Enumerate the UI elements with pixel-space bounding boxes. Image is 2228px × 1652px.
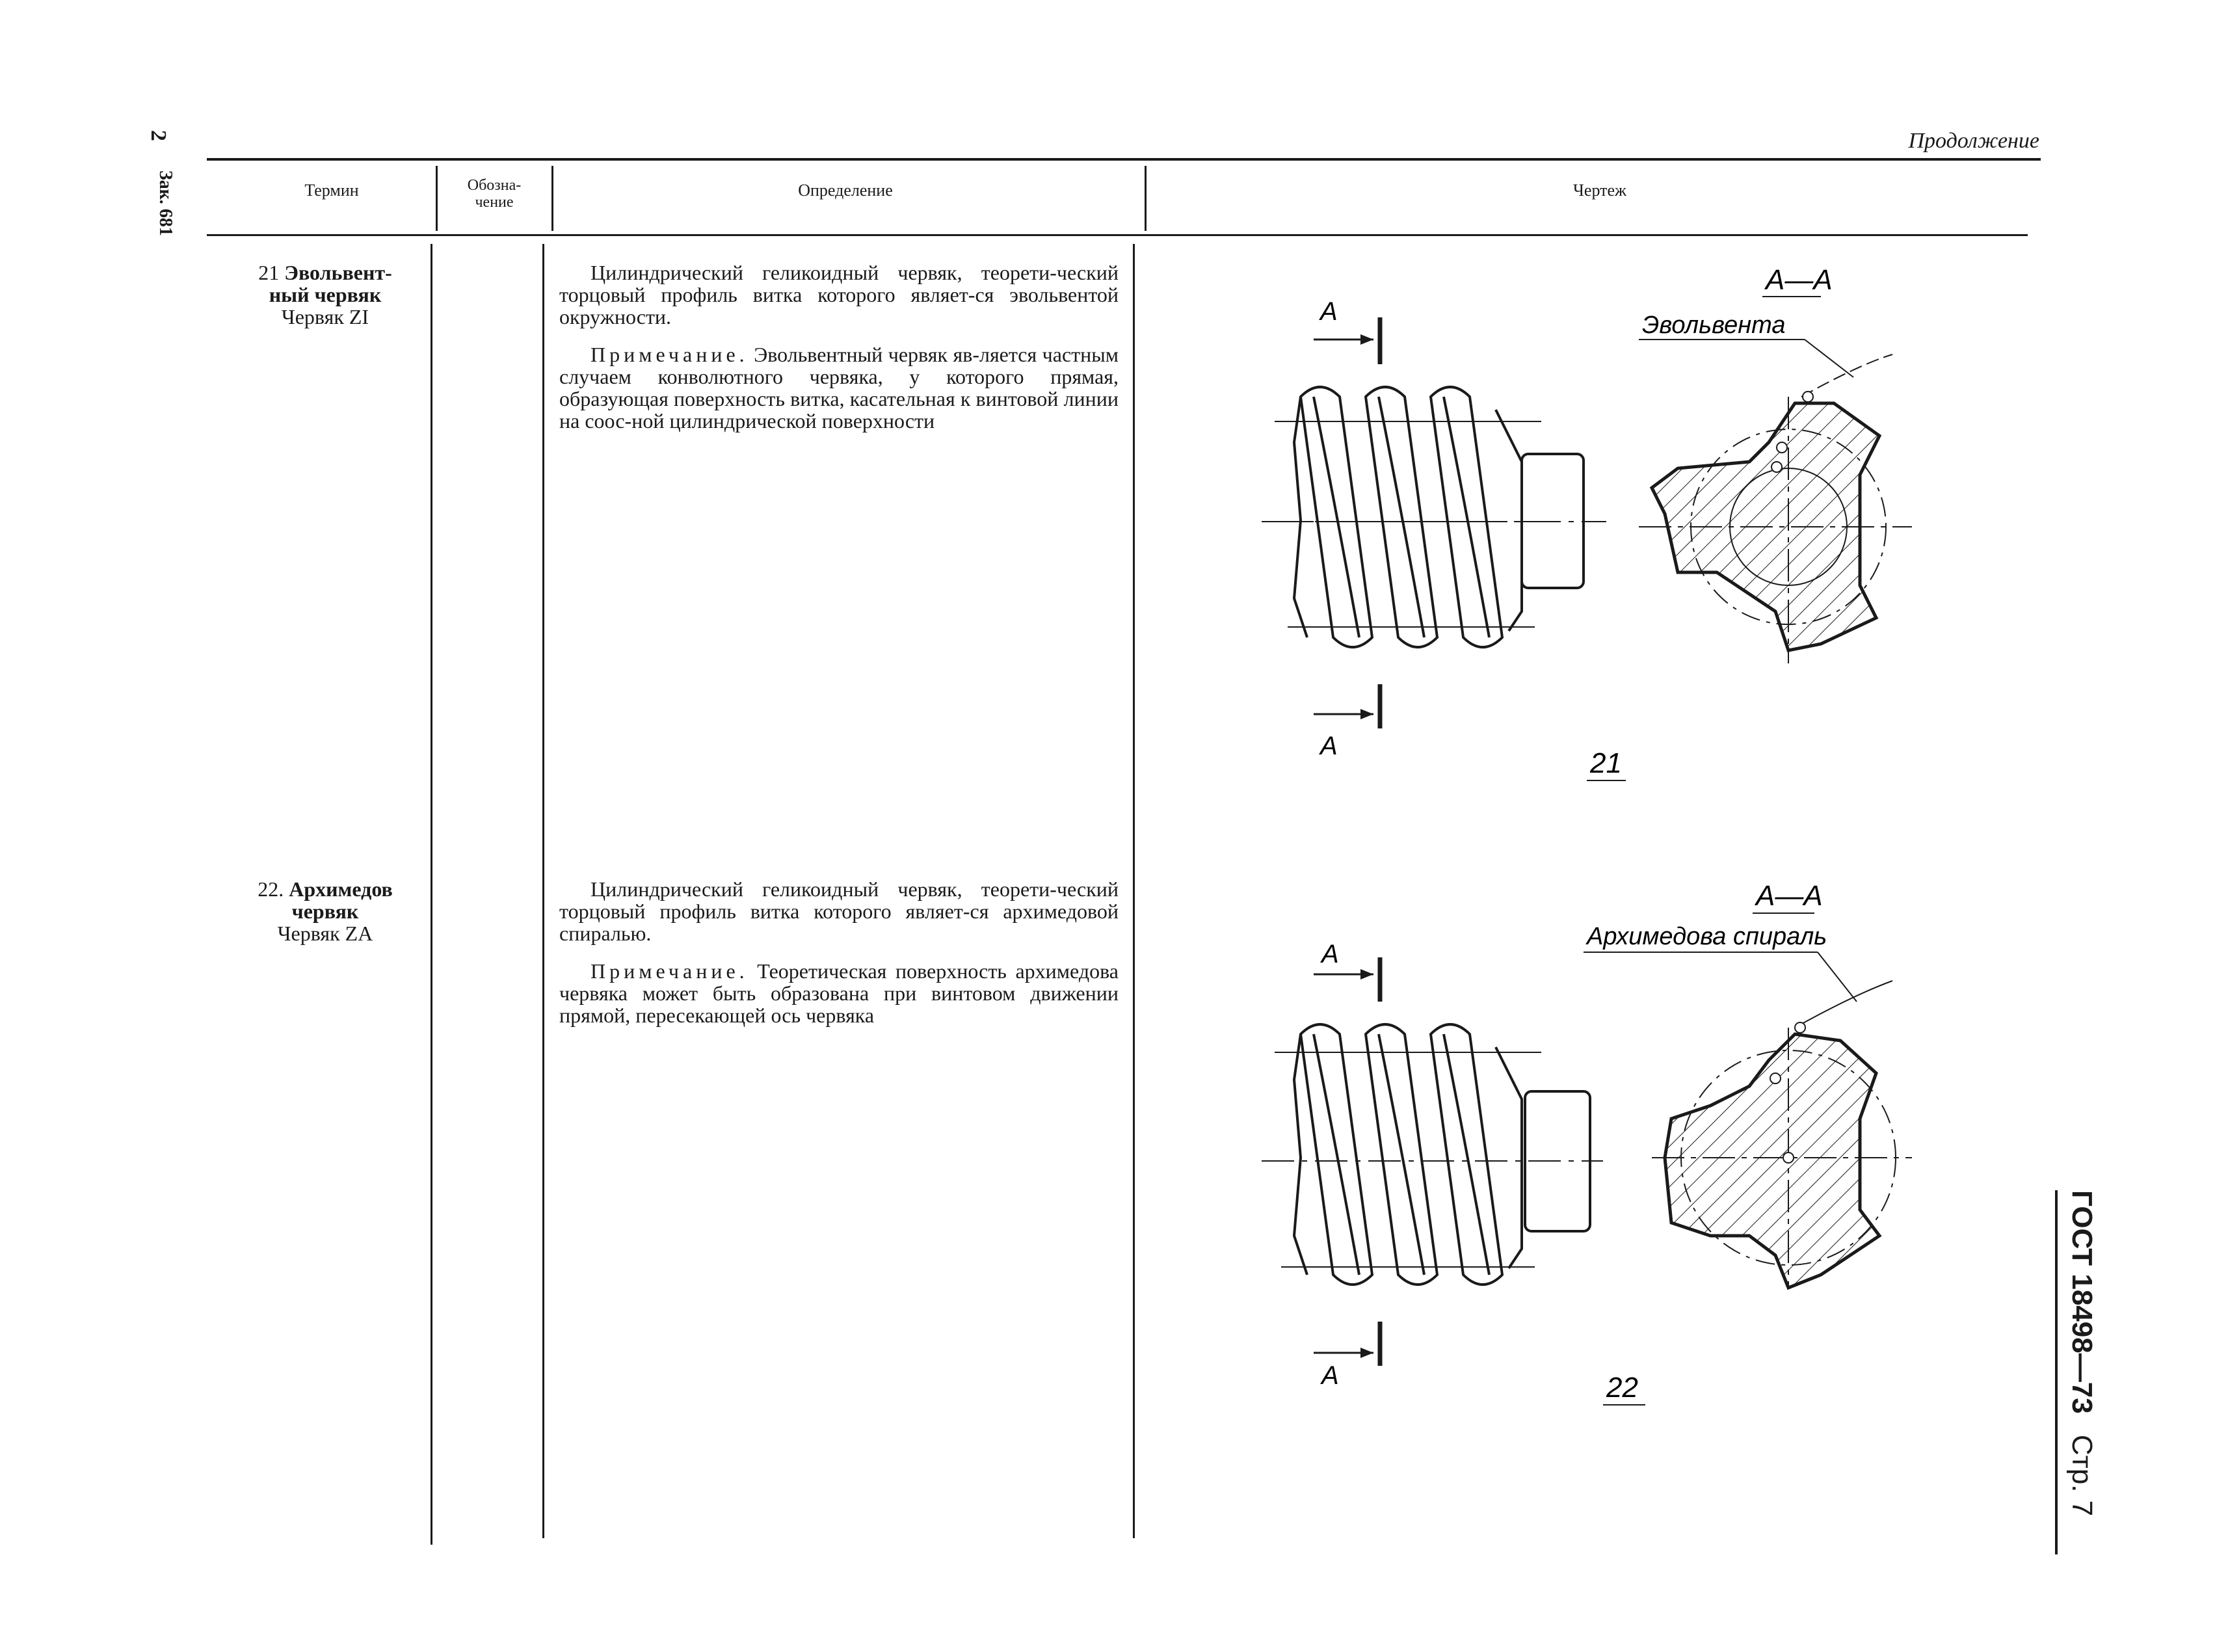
- term-number: 22.: [258, 877, 284, 901]
- note-text: Теоретическая поверхность архимедова червяка может быть образована при винтовом движении прямой, пересекающей ось червяка: [559, 959, 1119, 1027]
- section-label: А—А: [1766, 264, 1833, 296]
- figure-number: 21: [1590, 747, 1622, 779]
- col-divider-1-body: [431, 244, 432, 1545]
- page-marker: 2: [146, 130, 170, 141]
- header-drawing: Чертеж: [1573, 181, 1626, 200]
- row-22-note: [559, 960, 1119, 1026]
- term-name: Эвольвент- ный червяк: [269, 261, 392, 306]
- cut-label-bottom: А: [1321, 1361, 1339, 1390]
- col-divider-1: [436, 166, 438, 231]
- row-21-term: [228, 261, 423, 328]
- term-alt: Червяк ZA: [277, 922, 373, 945]
- cut-label-top: А: [1320, 297, 1338, 326]
- order-number: Зак. 681: [155, 170, 176, 236]
- standard-rule: [2055, 1190, 2058, 1554]
- header-top-rule: [207, 158, 2041, 161]
- standard-number: ГОСТ 18498—73: [2066, 1190, 2098, 1414]
- col-divider-3-body: [1133, 244, 1135, 1538]
- standard-label: [2065, 1190, 2098, 1516]
- cut-label-bottom: А: [1320, 732, 1338, 760]
- worm-side-view: [1262, 387, 1606, 647]
- row-21-definition: Цилиндрический геликоидный червяк, теорети-ческий торцовый профиль витка которого являет-ся эвольвентой окружности.: [559, 261, 1119, 328]
- note-label: Примечание.: [590, 959, 749, 983]
- continuation-label: Продолжение: [1908, 129, 2039, 153]
- drawing-22: [1236, 872, 1951, 1444]
- page-label: Стр. 7: [2066, 1434, 2098, 1517]
- drawing-21: [1236, 247, 1951, 806]
- header-definition: Определение: [798, 181, 893, 200]
- section-label: А—А: [1756, 880, 1823, 912]
- curve-label: Эвольвента: [1642, 312, 1786, 339]
- col-divider-2: [551, 166, 553, 231]
- cut-label-top: А: [1321, 940, 1339, 968]
- term-number: 21: [258, 261, 280, 284]
- header-term: Термин: [304, 181, 359, 200]
- term-alt: Червяк ZI: [281, 305, 369, 328]
- section-profile: [1652, 1022, 1912, 1288]
- row-22-term: [228, 878, 423, 944]
- col-divider-3: [1145, 166, 1147, 231]
- header-designation: Обозна- чение: [467, 177, 522, 211]
- note-label: Примечание.: [590, 343, 749, 366]
- worm-side-view: [1262, 1024, 1603, 1285]
- figure-number: 22: [1606, 1372, 1638, 1404]
- row-21-note: [559, 343, 1119, 432]
- header-bottom-rule: [207, 234, 2028, 236]
- row-22-definition: Цилиндрический геликоидный червяк, теорети-ческий торцовый профиль витка которого являет-ся архимедовой спиралью.: [559, 877, 1119, 945]
- section-profile: [1639, 392, 1912, 663]
- col-divider-2-body: [542, 244, 544, 1538]
- note-text: Эвольвентный червяк яв-ляется частным случаем конволютного червяка, у которого прямая, образующая поверхность витка, касательная к винтовой линии на соос-ной цилиндрической поверхности: [559, 343, 1119, 433]
- curve-label: Архимедова спираль: [1587, 923, 1827, 950]
- term-name: Архимедов червяк: [289, 877, 393, 923]
